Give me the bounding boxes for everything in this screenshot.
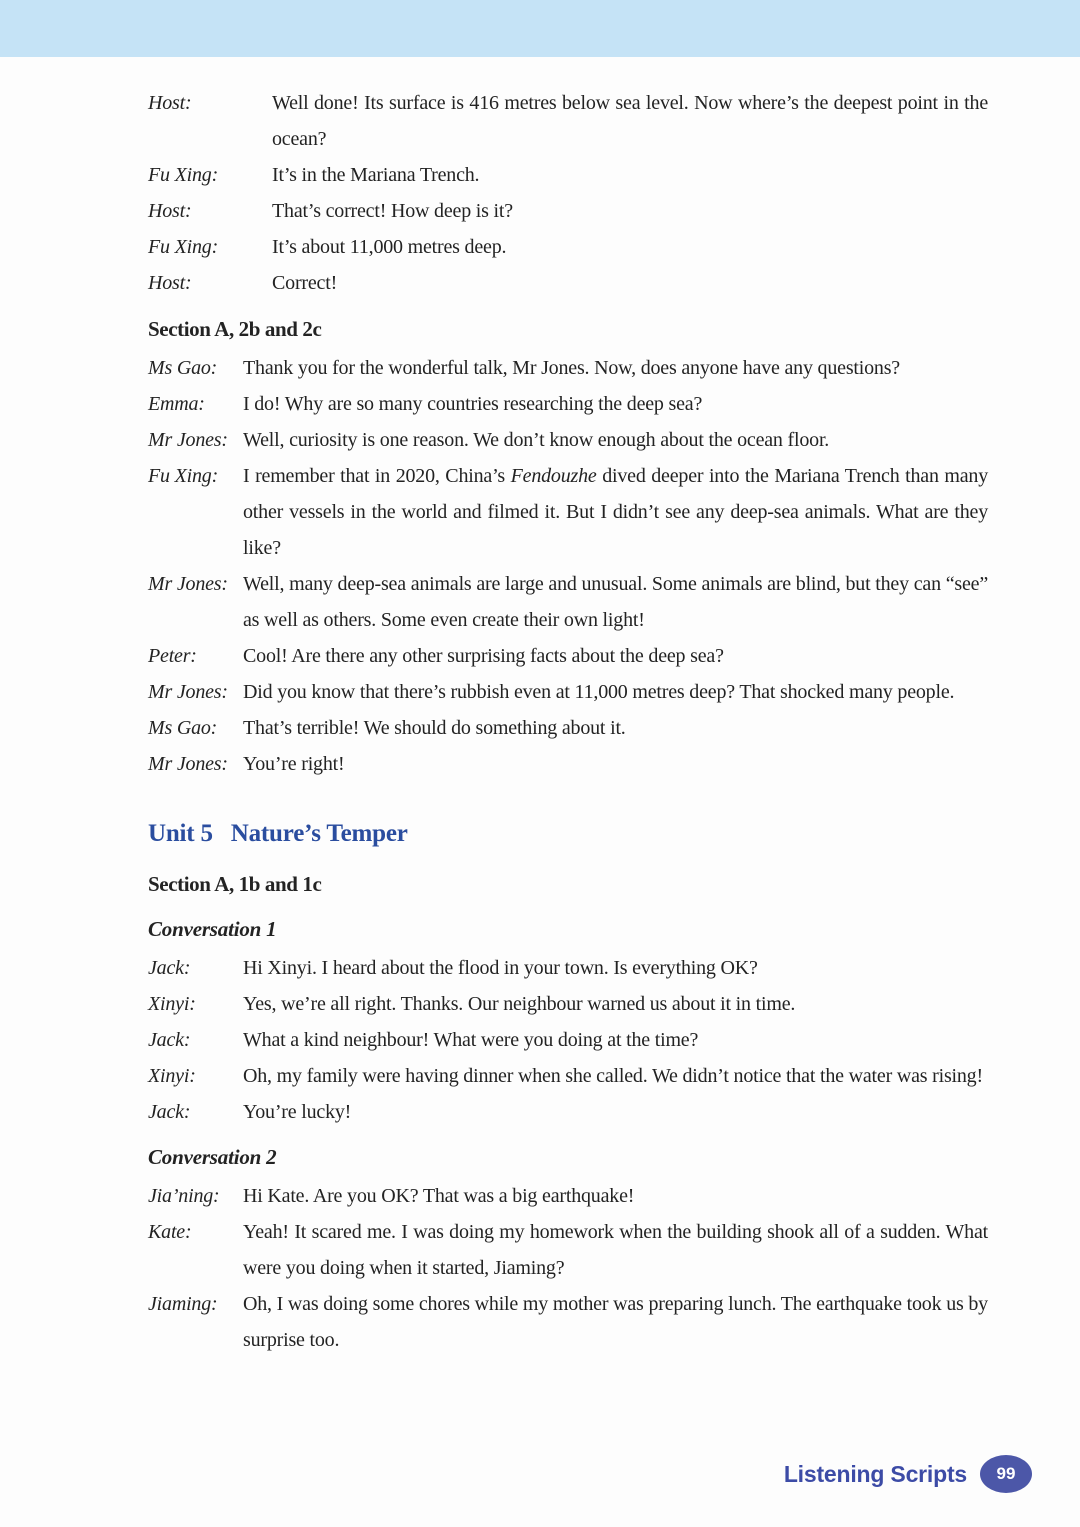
speaker-name: Fu Xing: bbox=[148, 465, 219, 487]
dialogue-row bbox=[148, 710, 988, 746]
unit-heading bbox=[148, 816, 988, 852]
dialogue-text bbox=[243, 674, 988, 710]
speaker-name: Jack: bbox=[148, 1101, 191, 1123]
speaker-name: Fu Xing: bbox=[148, 236, 219, 258]
dialogue-text bbox=[243, 950, 988, 986]
dialogue-row bbox=[148, 157, 988, 193]
text-run: You’re lucky! bbox=[243, 1101, 352, 1123]
text-run: Oh, I was doing some chores while my mother was preparing lunch. The earthquake took us by surprise too. bbox=[243, 1293, 988, 1351]
speaker-name: Jack: bbox=[148, 957, 191, 979]
dialogue-row bbox=[148, 458, 988, 566]
text-run: Hi Kate. Are you OK? That was a big earthquake! bbox=[243, 1185, 635, 1207]
speaker-name: Xinyi: bbox=[148, 993, 196, 1015]
dialogue-text bbox=[243, 986, 988, 1022]
section-heading: Section A, 1b and 1c bbox=[148, 872, 322, 896]
dialogue-block bbox=[148, 1178, 988, 1358]
dialogue-row bbox=[148, 986, 988, 1022]
conversation-heading: Conversation 1 bbox=[148, 917, 277, 941]
text-run: Well, curiosity is one reason. We don’t know enough about the ocean floor. bbox=[243, 429, 830, 451]
text-run: Yeah! It scared me. I was doing my homework when the building shook all of a sudden. What were you doing when it started, Jiaming? bbox=[243, 1221, 988, 1279]
dialogue-text bbox=[272, 85, 988, 157]
dialogue-row bbox=[148, 193, 988, 229]
dialogue-row bbox=[148, 422, 988, 458]
speaker-name: Host: bbox=[148, 92, 192, 114]
dialogue-row bbox=[148, 386, 988, 422]
text-run: That’s terrible! We should do something about it. bbox=[243, 717, 626, 739]
dialogue-text bbox=[243, 746, 988, 782]
speaker-name: Host: bbox=[148, 272, 192, 294]
speaker-name: Mr Jones: bbox=[148, 681, 228, 703]
text-run: Yes, we’re all right. Thanks. Our neighbour warned us about it in time. bbox=[243, 993, 796, 1015]
speaker-name: Jia’ning: bbox=[148, 1185, 220, 1207]
dialogue-block bbox=[148, 85, 988, 301]
dialogue-text bbox=[243, 1214, 988, 1286]
text-run: Correct! bbox=[272, 272, 338, 294]
dialogue-text bbox=[243, 566, 988, 638]
dialogue-row bbox=[148, 566, 988, 638]
speaker-name: Ms Gao: bbox=[148, 357, 218, 379]
italic-term: Fendouzhe bbox=[510, 465, 597, 487]
dialogue-row bbox=[148, 674, 988, 710]
dialogue-text bbox=[243, 386, 988, 422]
dialogue-row bbox=[148, 1178, 988, 1214]
dialogue-row bbox=[148, 85, 988, 157]
text-run: It’s about 11,000 metres deep. bbox=[272, 236, 507, 258]
dialogue-text bbox=[243, 350, 988, 386]
dialogue-row bbox=[148, 350, 988, 386]
text-run: Did you know that there’s rubbish even at 11,000 metres deep? That shocked many people. bbox=[243, 681, 955, 703]
unit-number: Unit 5 bbox=[148, 820, 213, 847]
dialogue-text bbox=[243, 1022, 988, 1058]
dialogue-row bbox=[148, 265, 988, 301]
dialogue-row bbox=[148, 1214, 988, 1286]
speaker-name: Ms Gao: bbox=[148, 717, 218, 739]
text-run: Well, many deep-sea animals are large and unusual. Some animals are blind, but they can “see” as well as others. Some even create their own light! bbox=[243, 573, 988, 631]
text-run: dived deeper into the Mariana Trench than many other vessels in the world and filmed it. But I didn’t see any deep-sea animals. What are they like? bbox=[243, 465, 989, 559]
text-run: That’s correct! How deep is it? bbox=[272, 200, 513, 222]
dialogue-text bbox=[243, 638, 988, 674]
speaker-name: Emma: bbox=[148, 393, 205, 415]
dialogue-text bbox=[243, 1178, 988, 1214]
dialogue-text bbox=[272, 265, 988, 301]
text-run: I do! Why are so many countries researching the deep sea? bbox=[243, 393, 703, 415]
speaker-name: Fu Xing: bbox=[148, 164, 219, 186]
text-run: It’s in the Mariana Trench. bbox=[272, 164, 480, 186]
speaker-name: Kate: bbox=[148, 1221, 192, 1243]
dialogue-text bbox=[272, 157, 988, 193]
conversation-heading: Conversation 2 bbox=[148, 1145, 277, 1169]
text-run: I remember that in 2020, China’s bbox=[243, 465, 511, 487]
dialogue-row bbox=[148, 950, 988, 986]
text-run: What a kind neighbour! What were you doing at the time? bbox=[243, 1029, 699, 1051]
text-run: Cool! Are there any other surprising facts about the deep sea? bbox=[243, 645, 724, 667]
dialogue-text bbox=[243, 710, 988, 746]
dialogue-row bbox=[148, 638, 988, 674]
dialogue-text bbox=[272, 193, 988, 229]
text-run: You’re right! bbox=[243, 753, 345, 775]
text-run: Hi Xinyi. I heard about the flood in your town. Is everything OK? bbox=[243, 957, 758, 979]
speaker-name: Peter: bbox=[148, 645, 197, 667]
speaker-name: Host: bbox=[148, 200, 192, 222]
speaker-name: Mr Jones: bbox=[148, 753, 228, 775]
text-run: Well done! Its surface is 416 metres below sea level. Now where’s the deepest point in the ocean? bbox=[272, 92, 988, 150]
page-number-badge: 99 bbox=[980, 1455, 1032, 1493]
dialogue-text bbox=[243, 1058, 988, 1094]
header-band bbox=[0, 0, 1080, 57]
dialogue-text bbox=[272, 229, 988, 265]
text-run: Thank you for the wonderful talk, Mr Jones. Now, does anyone have any questions? bbox=[243, 357, 900, 379]
dialogue-text bbox=[243, 1286, 988, 1358]
dialogue-text bbox=[243, 1094, 988, 1130]
section-heading: Section A, 2b and 2c bbox=[148, 317, 322, 341]
speaker-name: Xinyi: bbox=[148, 1065, 196, 1087]
dialogue-row bbox=[148, 1286, 988, 1358]
listening-scripts-content bbox=[148, 57, 988, 1358]
dialogue-row bbox=[148, 746, 988, 782]
unit-title: Nature’s Temper bbox=[230, 820, 408, 847]
speaker-name: Jiaming: bbox=[148, 1293, 218, 1315]
dialogue-text bbox=[243, 422, 988, 458]
dialogue-row bbox=[148, 1094, 988, 1130]
speaker-name: Mr Jones: bbox=[148, 429, 228, 451]
text-run: Oh, my family were having dinner when she called. We didn’t notice that the water was rising! bbox=[243, 1065, 983, 1087]
footer-section-title: Listening Scripts bbox=[783, 1460, 967, 1487]
dialogue-row bbox=[148, 1058, 988, 1094]
dialogue-block bbox=[148, 950, 988, 1130]
speaker-name: Mr Jones: bbox=[148, 573, 228, 595]
dialogue-text bbox=[243, 458, 988, 566]
dialogue-row bbox=[148, 1022, 988, 1058]
speaker-name: Jack: bbox=[148, 1029, 191, 1051]
page-footer bbox=[784, 1455, 1032, 1493]
dialogue-row bbox=[148, 229, 988, 265]
dialogue-block bbox=[148, 350, 988, 782]
